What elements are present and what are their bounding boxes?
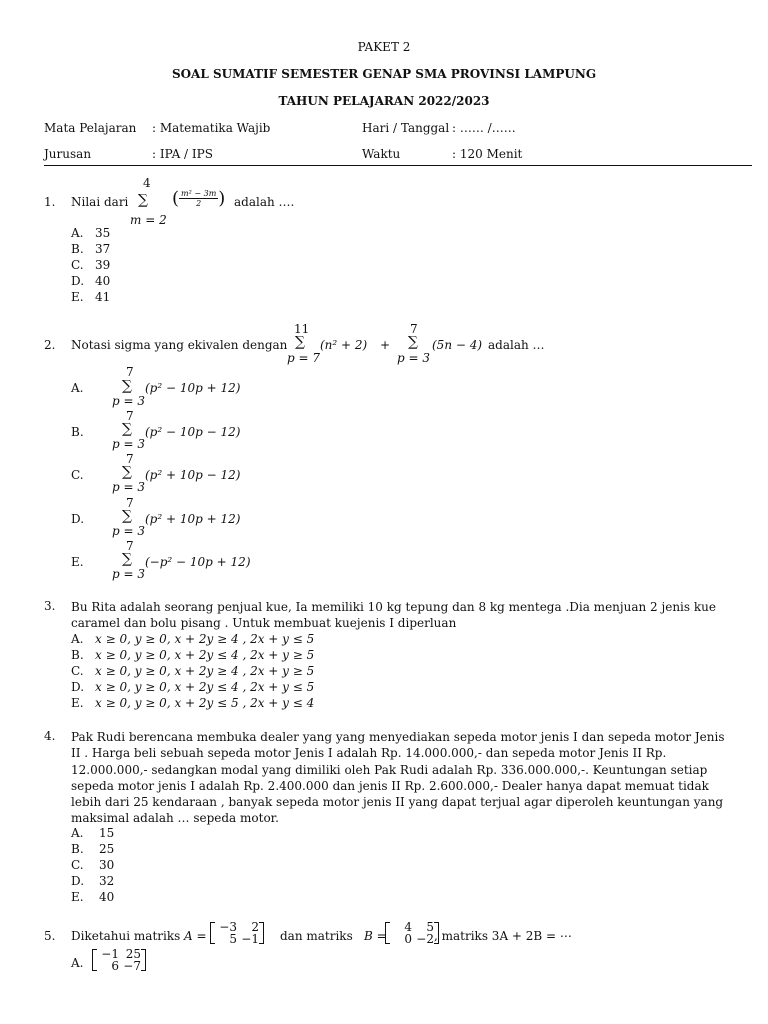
option-letter: A. xyxy=(71,632,84,646)
question-number: 3. xyxy=(44,599,56,613)
hari-value: : …… /…… xyxy=(452,121,516,135)
sigma-symbol: ∑ xyxy=(122,378,132,394)
sigma-lower-limit: m = 2 xyxy=(130,213,167,227)
question-text: dan matriks xyxy=(280,929,353,943)
option-d: 40 xyxy=(95,274,111,288)
fraction-denominator: 2 xyxy=(196,199,202,208)
option-letter: E. xyxy=(71,290,84,304)
matrix-cell: 6 xyxy=(111,959,119,973)
sigma-lower-limit: p = 3 xyxy=(112,480,145,494)
option-e: 40 xyxy=(99,890,115,904)
sigma-expression: ( $\frac{\text{m² − 3m}}{2}$ ) xyxy=(172,188,226,209)
sigma-upper-limit: 7 xyxy=(126,365,134,379)
question-number: 2. xyxy=(44,338,56,352)
sigma-symbol: ∑ xyxy=(122,551,132,567)
option-letter: D. xyxy=(71,874,85,888)
option-letter: A. xyxy=(71,956,84,970)
question-text: Bu Rita adalah seorang penjual kue, Ia memiliki 10 kg tepung dan 8 kg mentega .Dia menjuan 2 jenis kue caramel dan bolu pisang . Untuk membuat kuejenis I diperluan xyxy=(71,600,716,631)
option-letter: B. xyxy=(71,648,84,662)
option-b: x ≥ 0, y ≥ 0, x + 2y ≤ 4 , 2x + y ≥ 5 xyxy=(95,648,315,662)
option-letter: C. xyxy=(71,468,84,482)
option-d: (p² + 10p + 12) xyxy=(145,512,241,526)
option-c: 30 xyxy=(99,858,115,872)
option-letter: B. xyxy=(71,842,84,856)
paket-label: PAKET 2 xyxy=(357,40,411,54)
option-a: 35 xyxy=(95,226,111,240)
sigma-expression: (5n − 4) xyxy=(432,338,483,352)
matrix-cell: −1 xyxy=(241,932,259,946)
sigma-lower-limit: p = 3 xyxy=(112,567,145,581)
jurusan-label: Jurusan xyxy=(44,147,92,161)
question-text: Diketahui matriks xyxy=(71,929,181,943)
sigma-upper-limit: 11 xyxy=(294,322,310,336)
sigma-upper-limit: 7 xyxy=(410,322,418,336)
option-letter: D. xyxy=(71,512,85,526)
option-b: 37 xyxy=(95,242,111,256)
sigma-upper-limit: 4 xyxy=(143,176,151,190)
sigma-symbol: ∑ xyxy=(122,508,132,524)
document-title: SOAL SUMATIF SEMESTER GENAP SMA PROVINSI LAMPUNG xyxy=(171,67,597,81)
option-letter: A. xyxy=(71,381,84,395)
option-e: x ≥ 0, y ≥ 0, x + 2y ≤ 5 , 2x + y ≤ 4 xyxy=(95,696,315,710)
question-text: Notasi sigma yang ekivalen dengan xyxy=(71,338,288,352)
sigma-symbol: ∑ xyxy=(122,421,132,437)
question-tail: adalah … xyxy=(488,338,545,352)
option-e: 41 xyxy=(95,290,111,304)
question-tail: , matriks 3A + 2B = ⋯ xyxy=(434,929,572,943)
question-text: Nilai dari xyxy=(71,195,129,209)
matrix-cell: 25 xyxy=(125,947,141,961)
sigma-symbol: ∑ xyxy=(122,464,132,480)
question-number: 4. xyxy=(44,729,56,743)
mapel-label: Mata Pelajaran xyxy=(44,121,137,135)
waktu-label: Waktu xyxy=(362,147,401,161)
matrix-cell: 2 xyxy=(251,920,259,934)
option-a: 15 xyxy=(99,826,115,840)
header-divider xyxy=(44,165,752,166)
option-c: (p² + 10p − 12) xyxy=(145,468,241,482)
option-letter: A. xyxy=(71,826,84,840)
question-text: Pak Rudi berencana membuka dealer yang yang menyediakan sepeda motor jenis I dan sepeda motor Jenis II . Harga beli sebuah sepeda motor Jenis I adalah Rp. 14.000.000,- dan sepeda motor Jenis II Rp. 12.000.000,- sedangkan modal yang dimiliki oleh Pak Rudi adalah Rp. 336.000.000,-. Keuntungan setiap sepeda motor jenis I adalah Rp. 2.400.000 dan jenis II Rp. 2.600.000,- Dealer hanya dapat memuat tidak lebih dari 25 kendaraan , banyak sepeda motor jenis II yang dapat terjual agar diperoleh keuntungan yang maksimal adalah … sepeda motor. xyxy=(71,730,725,826)
option-letter: D. xyxy=(71,680,85,694)
option-letter: B. xyxy=(71,242,84,256)
matrix-cell: 4 xyxy=(404,920,412,934)
option-letter: E. xyxy=(71,696,84,710)
matrix-a-label: A = xyxy=(184,929,207,943)
option-letter: E. xyxy=(71,890,84,904)
option-letter: E. xyxy=(71,555,84,569)
sigma-lower-limit: p = 3 xyxy=(397,351,430,365)
option-letter: C. xyxy=(71,858,84,872)
option-a xyxy=(92,948,146,972)
matrix-cell: −7 xyxy=(123,959,141,973)
sigma-symbol: ∑ xyxy=(295,334,305,350)
option-d: x ≥ 0, y ≥ 0, x + 2y ≤ 4 , 2x + y ≤ 5 xyxy=(95,680,315,694)
matrix-cell: 0 xyxy=(404,932,412,946)
plus-sign: + xyxy=(380,338,391,352)
option-letter: C. xyxy=(71,664,84,678)
sigma-upper-limit: 7 xyxy=(126,409,134,423)
matrix-cell: 5 xyxy=(426,920,434,934)
academic-year: TAHUN PELAJARAN 2022/2023 xyxy=(278,94,490,108)
matrix-b xyxy=(385,921,439,945)
option-c: x ≥ 0, y ≥ 0, x + 2y ≥ 4 , 2x + y ≥ 5 xyxy=(95,664,315,678)
option-e: (−p² − 10p + 12) xyxy=(145,555,251,569)
option-letter: A. xyxy=(71,226,84,240)
matrix-cell: −1 xyxy=(101,947,119,961)
matrix-cell: 5 xyxy=(229,932,237,946)
matrix-cell: −2 xyxy=(416,932,434,946)
option-letter: B. xyxy=(71,425,84,439)
sigma-expression: (n² + 2) xyxy=(320,338,368,352)
sigma-upper-limit: 7 xyxy=(126,539,134,553)
option-b: 25 xyxy=(99,842,115,856)
option-d: 32 xyxy=(99,874,115,888)
mapel-value: : Matematika Wajib xyxy=(152,121,271,135)
matrix-b-label: B = xyxy=(364,929,387,943)
sigma-lower-limit: p = 3 xyxy=(112,524,145,538)
jurusan-value: : IPA / IPS xyxy=(152,147,213,161)
option-a: (p² − 10p + 12) xyxy=(145,381,241,395)
sigma-lower-limit: p = 7 xyxy=(287,351,320,365)
sigma-lower-limit: p = 3 xyxy=(112,394,145,408)
matrix-a xyxy=(210,921,264,945)
question-number: 1. xyxy=(44,195,56,209)
option-b: (p² − 10p − 12) xyxy=(145,425,241,439)
option-letter: D. xyxy=(71,274,85,288)
option-a: x ≥ 0, y ≥ 0, x + 2y ≥ 4 , 2x + y ≤ 5 xyxy=(95,632,315,646)
question-number: 5. xyxy=(44,929,56,943)
matrix-cell: −3 xyxy=(219,920,237,934)
question-tail: adalah …. xyxy=(234,195,295,209)
option-c: 39 xyxy=(95,258,111,272)
sigma-upper-limit: 7 xyxy=(126,496,134,510)
sigma-upper-limit: 7 xyxy=(126,452,134,466)
fraction-numerator: m² − 3m xyxy=(181,189,217,198)
sigma-symbol: ∑ xyxy=(408,334,418,350)
option-letter: C. xyxy=(71,258,84,272)
waktu-value: : 120 Menit xyxy=(452,147,523,161)
sigma-lower-limit: p = 3 xyxy=(112,437,145,451)
sigma-symbol: ∑ xyxy=(138,192,148,208)
hari-label: Hari / Tanggal xyxy=(362,121,450,135)
